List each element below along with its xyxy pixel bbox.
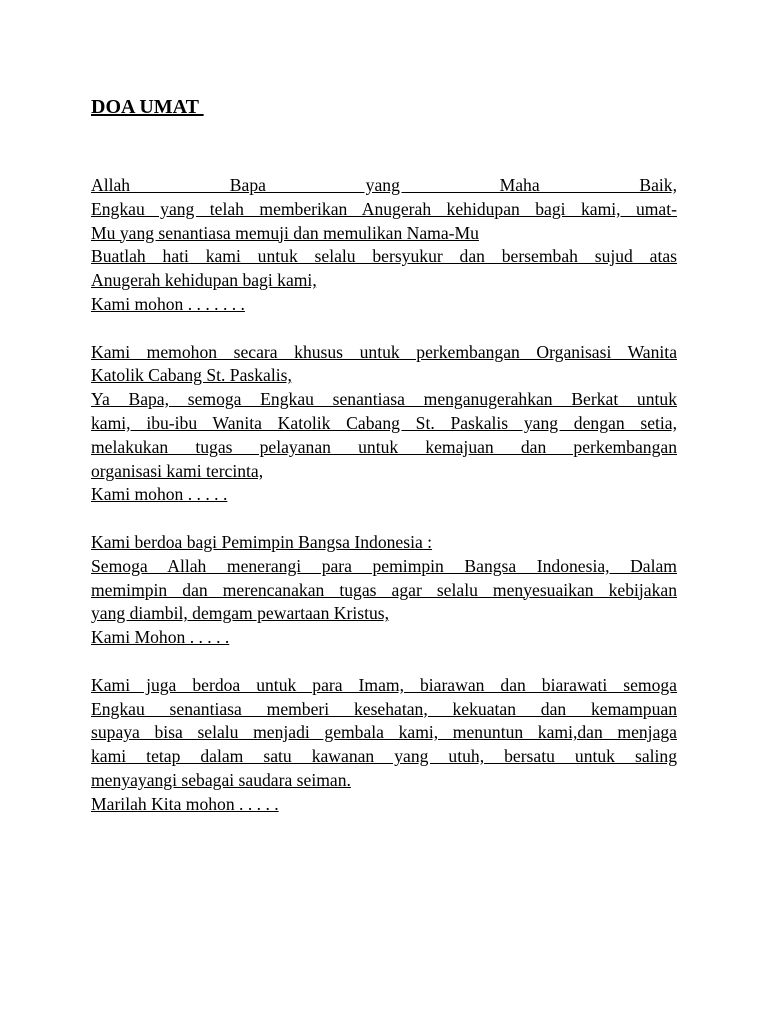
text-line: memimpin dan merencanakan tugas agar selalu menyesuaikan kebijakan — [91, 579, 677, 600]
text-line: menyayangi sebagai saudara seiman. — [91, 769, 351, 790]
prayer-section-1 — [91, 174, 677, 317]
text-line: kami, ibu-ibu Wanita Katolik Cabang St. Paskalis yang dengan setia, — [91, 412, 677, 433]
text-line: supaya bisa selalu menjadi gembala kami, menuntun kami,dan menjaga — [91, 722, 677, 743]
text-line: Engkau yang telah memberikan Anugerah kehidupan bagi kami, umat- — [91, 198, 677, 219]
response-line: Kami mohon . . . . . — [91, 484, 228, 505]
text-line: melakukan tugas pelayanan untuk kemajuan dan perkembangan — [91, 436, 677, 457]
text-line: Katolik Cabang St. Paskalis, — [91, 365, 292, 386]
text-line: Semoga Allah menerangi para pemimpin Bangsa Indonesia, Dalam — [91, 555, 677, 576]
paragraph-spacing — [91, 507, 677, 531]
document-page — [91, 94, 677, 817]
text-line: Ya Bapa, semoga Engkau senantiasa menganugerahkan Berkat untuk — [91, 389, 677, 410]
response-line: Marilah Kita mohon . . . . . — [91, 793, 279, 814]
prayer-section-4 — [91, 674, 677, 817]
title-spacing — [91, 120, 677, 174]
text-line: yang diambil, demgam pewartaan Kristus, — [91, 603, 390, 624]
text-line: Kami juga berdoa untuk para Imam, biarawan dan biarawati semoga — [91, 674, 677, 695]
response-line: Kami Mohon . . . . . — [91, 627, 230, 648]
text-line: Allah Bapa yang Maha Baik, — [91, 175, 677, 195]
text-line: Buatlah hati kami untuk selalu bersyukur dan bersembah sujud atas — [91, 246, 677, 267]
text-line: kami tetap dalam satu kawanan yang utuh, bersatu untuk saling — [91, 746, 677, 767]
text-line: Kami berdoa bagi Pemimpin Bangsa Indonesia : — [91, 531, 433, 552]
text-line: Kami memohon secara khusus untuk perkembangan Organisasi Wanita — [91, 341, 677, 362]
prayer-section-2 — [91, 341, 677, 508]
text-line: Engkau senantiasa memberi kesehatan, kekuatan dan kemampuan — [91, 698, 677, 719]
paragraph-spacing — [91, 317, 677, 341]
response-line: Kami mohon . . . . . . . — [91, 293, 245, 314]
paragraph-spacing — [91, 650, 677, 674]
document-title: DOA UMAT — [91, 96, 204, 118]
text-line: Anugerah kehidupan bagi kami, — [91, 270, 317, 291]
prayer-section-3 — [91, 531, 677, 650]
text-line: organisasi kami tercinta, — [91, 460, 264, 481]
text-line: Mu yang senantiasa memuji dan memulikan Nama-Mu — [91, 222, 479, 243]
